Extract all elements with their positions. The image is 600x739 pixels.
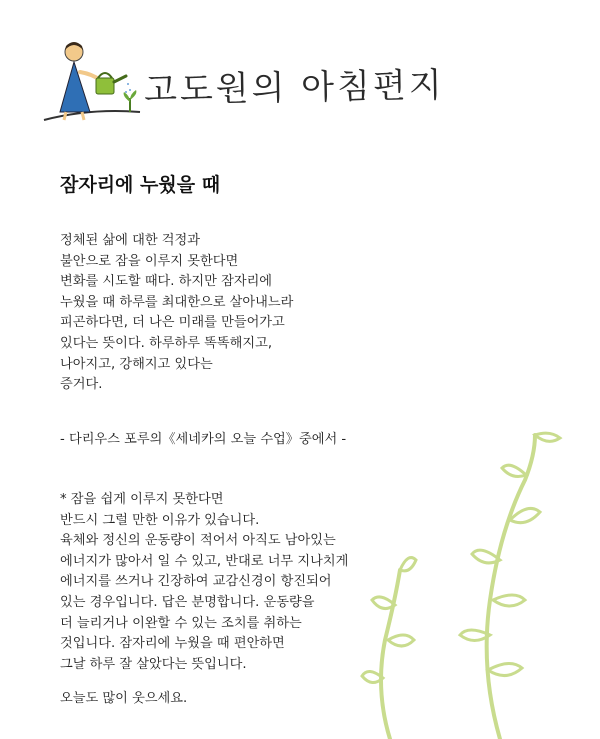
commentary-line: 더 늘리거나 이완할 수 있는 조치를 취하는 (60, 615, 302, 631)
poem-block (60, 231, 293, 396)
commentary-line: 에너지를 쓰거나 긴장하여 교감신경이 항진되어 (60, 574, 332, 590)
gardener-logo-icon (40, 38, 144, 124)
commentary-line: 반드시 그럴 만한 이유가 있습니다. (60, 512, 260, 528)
commentary-block (60, 490, 348, 675)
commentary-line: 것입니다. 잠자리에 누웠을 때 편안하면 (60, 636, 285, 652)
commentary-line: 에너지가 많아서 일 수 있고, 반대로 너무 지나치게 (60, 553, 349, 569)
poem-line: 누웠을 때 하루를 최대한으로 살아내느라 (60, 294, 294, 310)
site-title: 고도원의 아침편지 (143, 65, 445, 111)
poem-line: 피곤하다면, 더 나은 미래를 만들어가고 (60, 315, 285, 331)
poem-line: 정체된 삶에 대한 걱정과 (60, 233, 200, 248)
vine-decoration-icon (350, 420, 600, 739)
commentary-line: 육체와 정신의 운동량이 적어서 아직도 남아있는 (60, 533, 336, 549)
closing-block (60, 689, 187, 710)
poem-line: 불안으로 잠을 이루지 못한다면 (60, 253, 239, 269)
poem-line: 있다는 뜻이다. 하루하루 똑똑해지고, (60, 335, 273, 351)
poem-line: 나아지고, 강해지고 있다는 (60, 356, 213, 372)
commentary-line: 있는 경우입니다. 답은 분명합니다. 운동량을 (60, 594, 315, 610)
article-title: 잠자리에 누웠을 때 (60, 174, 221, 196)
closing-line: 오늘도 많이 웃으세요. (60, 691, 188, 706)
poem-line: 증거다. (60, 377, 103, 393)
source-line: - 다리우스 포루의《세네카의 오늘 수업》중에서 - (60, 432, 347, 447)
commentary-line: 그날 하루 잘 살았다는 뜻입니다. (60, 656, 247, 672)
commentary-line: * 잠을 쉽게 이루지 못한다면 (60, 492, 224, 507)
poem-line: 변화를 시도할 때다. 하지만 잠자리에 (60, 274, 273, 290)
source-citation (60, 430, 346, 451)
site-header (40, 38, 445, 124)
